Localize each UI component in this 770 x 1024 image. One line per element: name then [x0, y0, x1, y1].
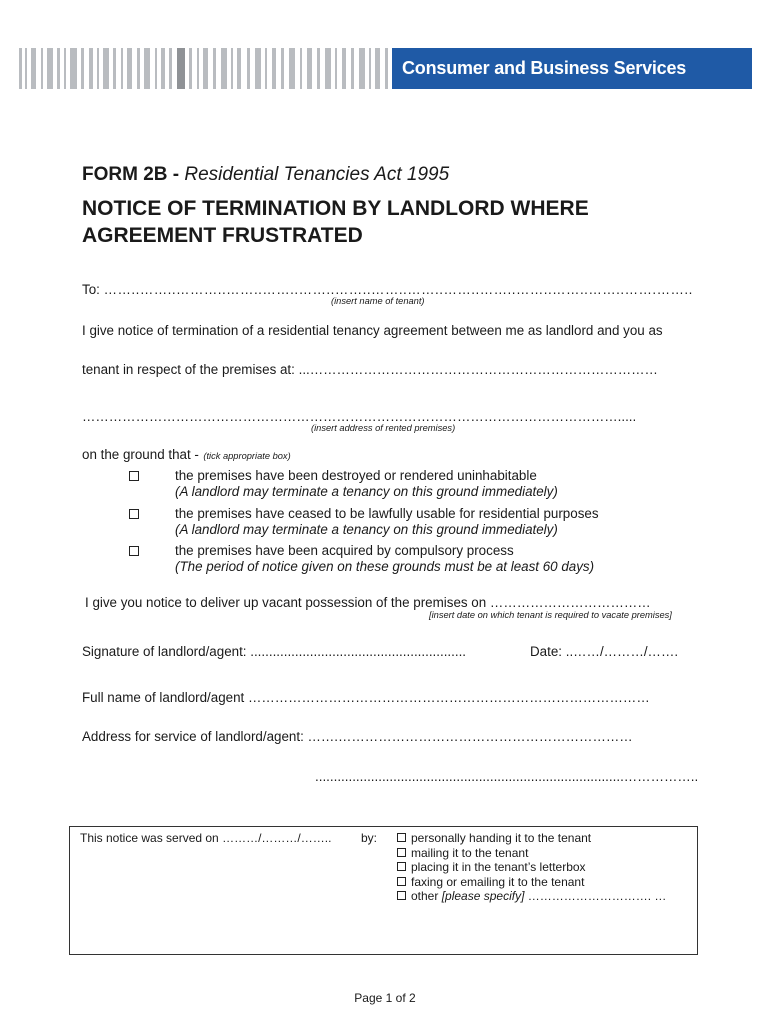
signature-field[interactable]: Signature of landlord/agent: .......................................................... [82, 644, 467, 659]
served-method-3-checkbox[interactable] [397, 862, 406, 871]
service-address-field[interactable]: Address for service of landlord/agent: …….………………………………………………………… [82, 729, 633, 744]
served-method-1-label: personally handing it to the tenant [411, 831, 592, 845]
page-title-line1: NOTICE OF TERMINATION BY LANDLORD WHERE [82, 197, 589, 220]
to-label: To: [82, 282, 100, 297]
date-field[interactable]: Date: ..……/………/……. [530, 644, 679, 659]
premises-field[interactable]: tenant in respect of the premises at: ...…………………………………………………………………… [82, 362, 658, 377]
ground-option-3-checkbox[interactable] [129, 546, 139, 556]
tenant-name-field[interactable]: ……..……..………..……..……..……..……..……..……..……..……..……..……..……..…….…….. [103, 282, 693, 297]
ground-heading [82, 446, 291, 464]
ground-option-2 [175, 506, 599, 538]
page-number: Page 1 of 2 [354, 991, 416, 1005]
served-method-4-checkbox[interactable] [397, 877, 406, 886]
vacate-date-field[interactable]: I give you notice to deliver up vacant possession of the premises on ……………………………… [85, 595, 651, 610]
page-title-line2: AGREEMENT FRUSTRATED [82, 224, 363, 247]
served-method-2-label: mailing it to the tenant [411, 845, 529, 860]
ground-option-1 [175, 468, 558, 500]
ground-option-2-checkbox[interactable] [129, 509, 139, 519]
page-title [82, 195, 682, 249]
served-method-other-field[interactable]: …………………………. … [527, 889, 667, 903]
full-name-field[interactable]: Full name of landlord/agent ……………………………………………………………………………… [82, 690, 650, 705]
served-method-other-checkbox[interactable] [397, 891, 406, 900]
served-date-field[interactable]: This notice was served on ………/………/…….. [80, 831, 332, 845]
served-by-label: by: [361, 831, 378, 845]
form-code: FORM 2B - [82, 164, 180, 185]
ground-option-1-checkbox[interactable] [129, 471, 139, 481]
served-method-3-label: placing it in the tenant’s letterbox [411, 860, 586, 874]
served-method-4[interactable] [397, 875, 666, 890]
form-act: Residential Tenancies Act 1995 [184, 164, 450, 185]
served-method-4-label: faxing or emailing it to the tenant [411, 874, 585, 889]
premises-address-hint: (insert address of rented premises) [311, 423, 456, 433]
ground-option-1-text: the premises have been destroyed or rendered uninhabitable [175, 468, 537, 483]
tenant-name-hint: (insert name of tenant) [331, 296, 425, 306]
served-method-other-label: other [411, 889, 439, 903]
served-method-other-hint: [please specify] [441, 889, 525, 903]
ground-option-2-text: the premises have ceased to be lawfully usable for residential purposes [175, 506, 599, 521]
brand-banner: Consumer and Business Services [392, 48, 752, 89]
ground-option-3-note: (The period of notice given on these grounds must be at least 60 days) [175, 559, 595, 574]
served-method-2[interactable] [397, 846, 666, 861]
ground-option-3-text: the premises have been acquired by compulsory process [175, 543, 514, 558]
served-method-3[interactable] [397, 860, 666, 875]
served-method-2-checkbox[interactable] [397, 848, 406, 857]
served-method-other[interactable] [397, 889, 666, 904]
form-heading [82, 164, 449, 186]
served-methods-list [397, 831, 666, 904]
service-address-line2-field[interactable]: ...................................................................................…………….. [315, 769, 699, 784]
notice-line1: I give notice of termination of a residential tenancy agreement between me as landlord and you as [82, 323, 663, 338]
ground-hint: (tick appropriate box) [203, 451, 291, 461]
ground-option-2-note: (A landlord may terminate a tenancy on this ground immediately) [175, 522, 558, 537]
to-line[interactable] [82, 282, 693, 297]
header-stripe-pattern [17, 48, 393, 89]
vacate-date-hint: [insert date on which tenant is required to vacate premises] [429, 610, 672, 620]
ground-option-3 [175, 543, 594, 575]
served-method-1[interactable] [397, 831, 666, 846]
served-method-1-checkbox[interactable] [397, 833, 406, 842]
ground-option-1-note: (A landlord may terminate a tenancy on this ground immediately) [175, 484, 558, 499]
ground-label: on the ground that - [82, 447, 199, 462]
premises-address-field[interactable]: …………………………………………………………………………………………………………..... [82, 409, 637, 424]
